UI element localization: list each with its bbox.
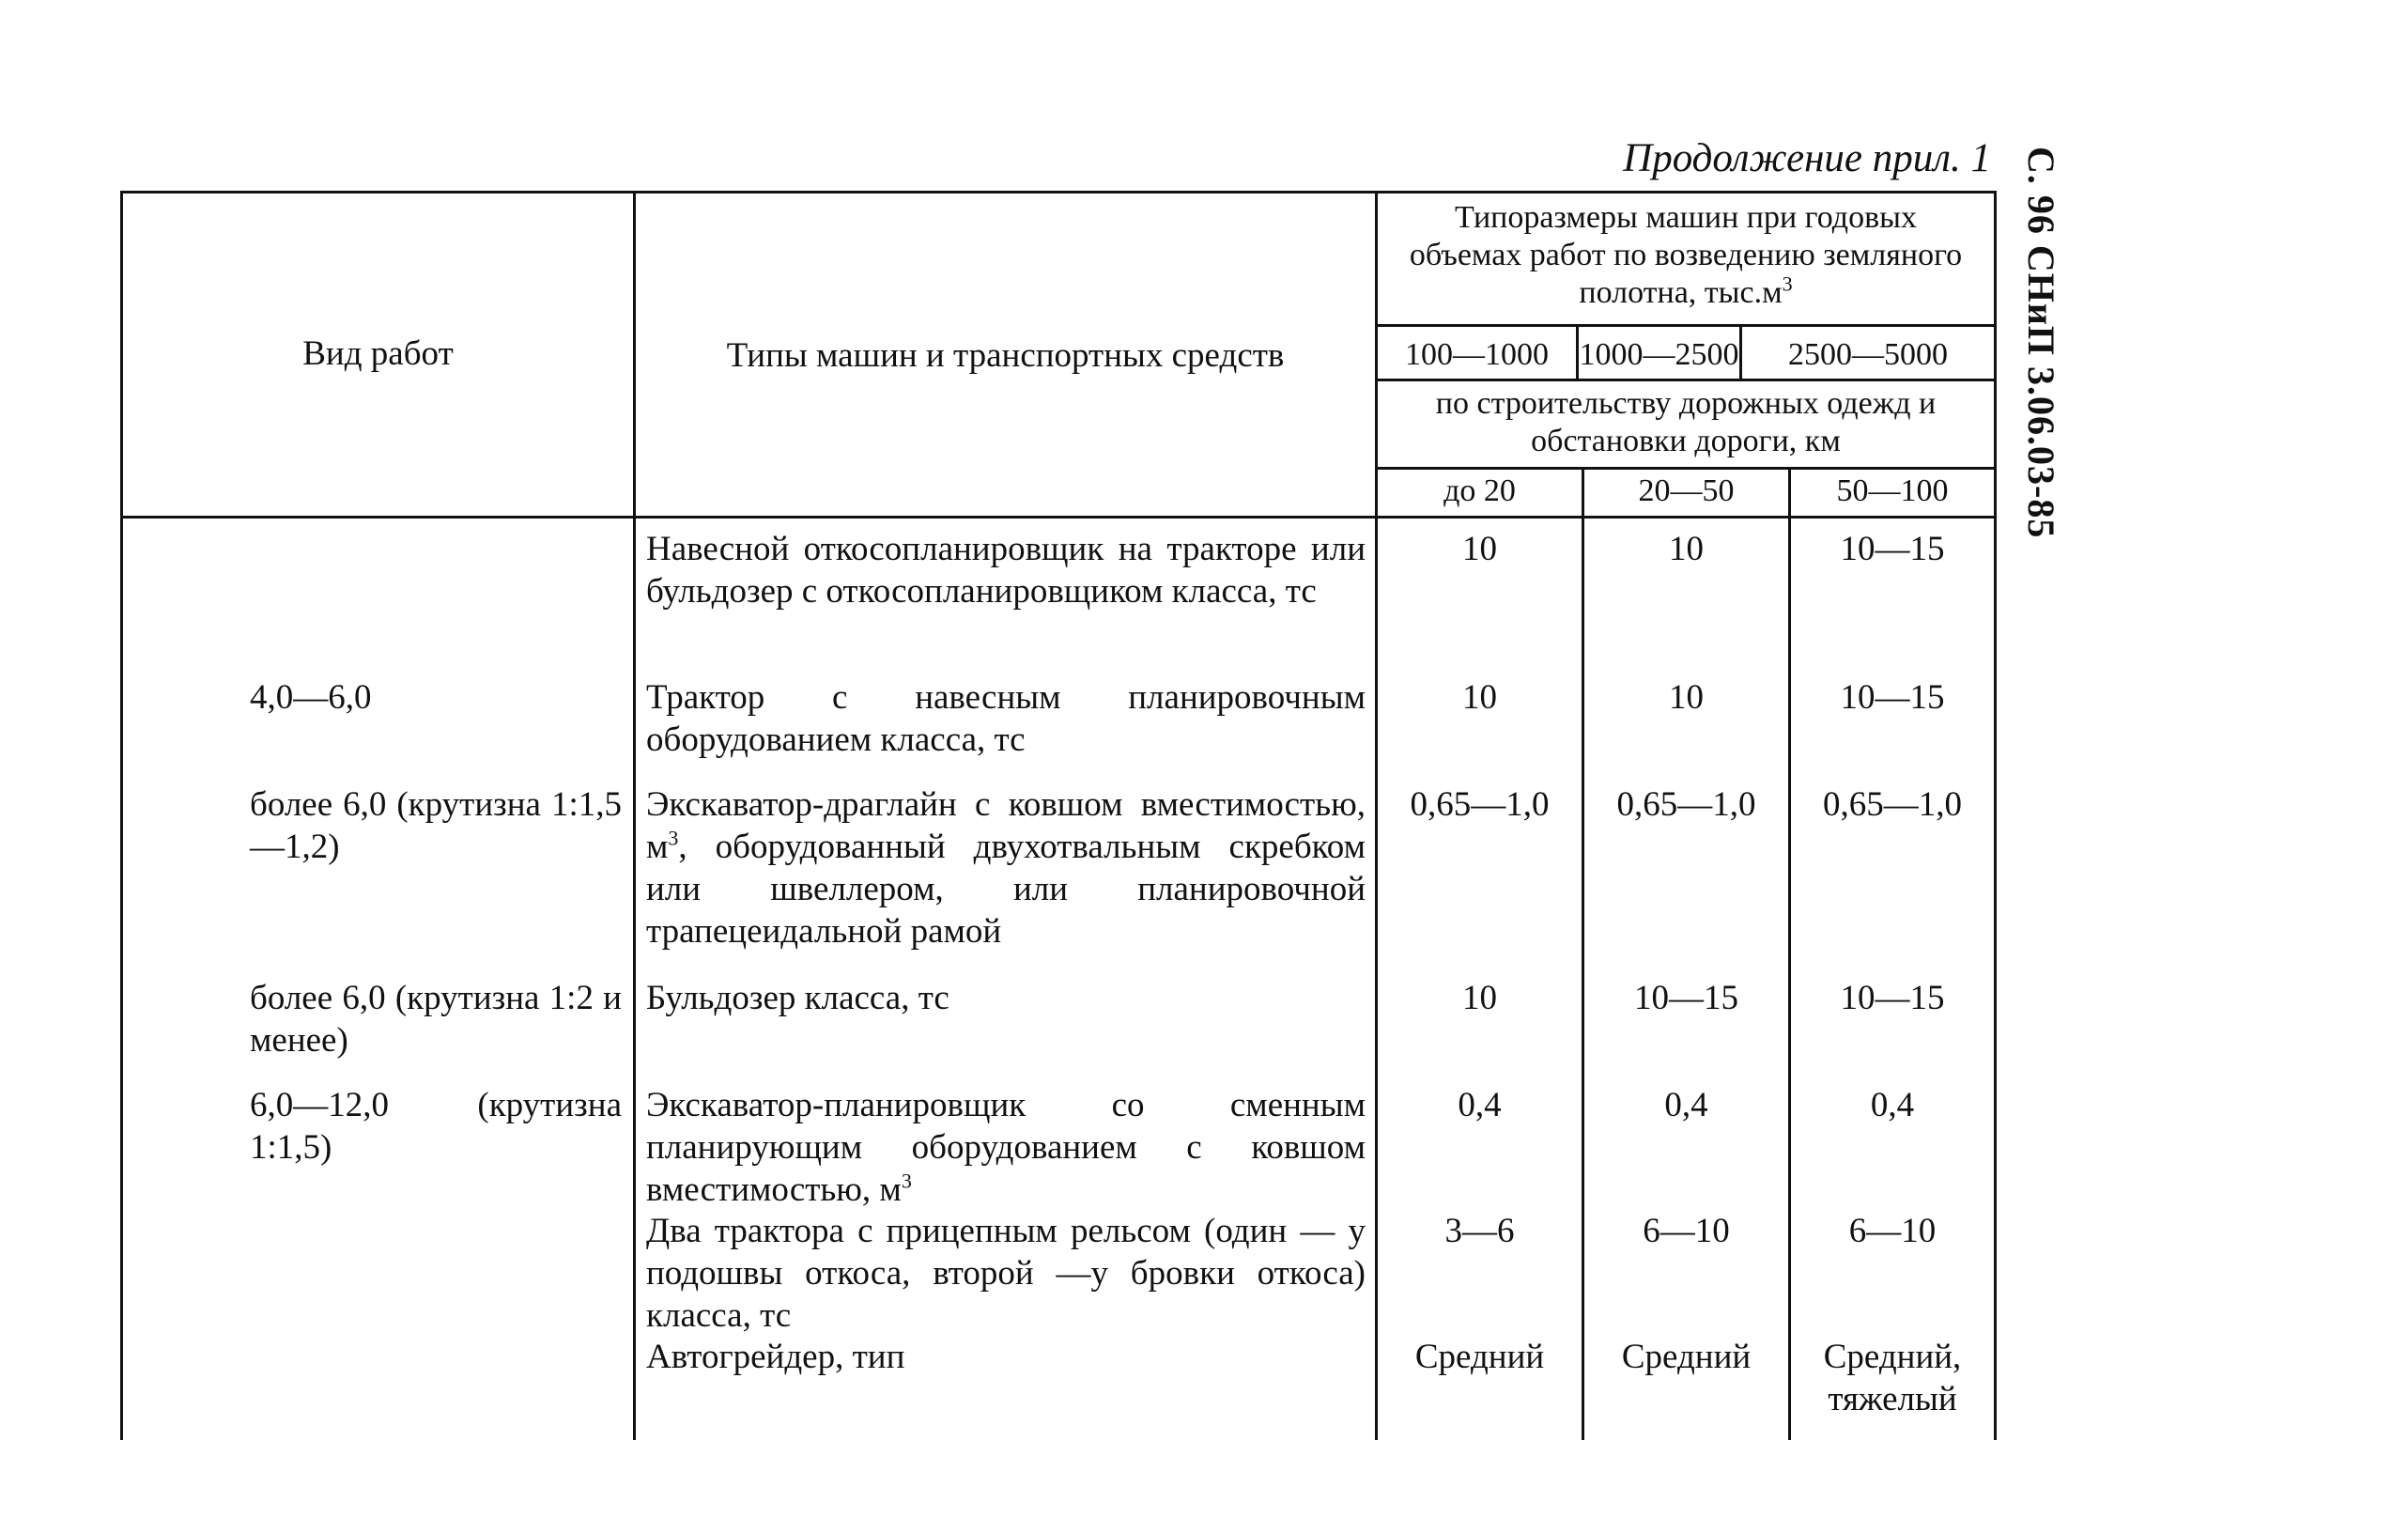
value-cell: 6—10 xyxy=(1848,1212,1937,1250)
header-machine-type: Типы машин и транспортных средств xyxy=(726,336,1285,375)
header-rule-group1 xyxy=(1375,324,1997,327)
column-rule-value-3 xyxy=(1788,467,1791,1440)
value-cell: 0,65—1,0 xyxy=(1823,785,1962,824)
machine-cell: Экскаватор-драглайн с ковшом вместимостью, $м^3$, оборудованный двухотвальным скребком или швеллером, или планировочной трапецеидальной рамой xyxy=(646,785,1366,951)
value-cell: 0,65—1,0 xyxy=(1616,785,1756,824)
value-cell: Средний xyxy=(1414,1338,1545,1376)
header-distance-2: 20—50 xyxy=(1638,473,1735,508)
machine-cell: Бульдозер класса, тс xyxy=(646,979,949,1017)
value-cell: 10 xyxy=(1669,530,1704,568)
header-rule-volumes xyxy=(1375,379,1997,381)
header-distance-group: по строительству дорожных одежд и обстановки дороги, км xyxy=(1435,386,1937,458)
header-annual-volume-group: Типоразмеры машин при годовых объемах работ по возведению земляного полотна, $тыс.м^3$ xyxy=(1409,200,1963,310)
machine-cell: Два трактора с прицепным рельсом (один — у подошвы откоса, второй —у бровки откоса) класса, тс xyxy=(646,1212,1366,1335)
value-cell: 10—15 xyxy=(1840,979,1945,1017)
work-type-cell: более 6,0 (крутизна 1:2 и менее) xyxy=(250,979,622,1060)
table-right-border xyxy=(1994,191,1997,1440)
work-type-cell: более 6,0 (крутизна 1:1,5—1,2) xyxy=(250,785,622,866)
value-cell: 10 xyxy=(1669,678,1704,717)
value-cell: 10—15 xyxy=(1840,530,1945,568)
header-work-type: Вид работ xyxy=(302,334,454,373)
value-cell: 10 xyxy=(1462,530,1497,568)
continuation-caption: Продолжение прил. 1 xyxy=(1623,136,1991,180)
value-cell: 0,4 xyxy=(1664,1086,1708,1124)
document-side-label: С. 96 СНиП 3.06.03-85 xyxy=(2020,147,2062,539)
column-rule-machine xyxy=(633,191,636,1440)
value-cell: 0,65—1,0 xyxy=(1410,785,1550,824)
header-volume-1: 100—1000 xyxy=(1405,337,1549,372)
table-left-border xyxy=(120,191,123,1440)
machine-cell: Автогрейдер, тип xyxy=(646,1338,905,1376)
header-volume-2: 1000—2500 xyxy=(1579,337,1739,372)
machine-cell: Трактор с навесным планировочным оборудованием класса, тс xyxy=(646,678,1366,759)
value-cell: 6—10 xyxy=(1643,1212,1730,1250)
value-cell: 0,4 xyxy=(1458,1086,1502,1124)
machine-cell: Навесной откосопланировщик на тракторе или бульдозер с откосопланировщиком класса, тс xyxy=(646,530,1366,611)
value-cell: 10 xyxy=(1462,979,1497,1017)
value-cell: 10 xyxy=(1462,678,1497,717)
value-cell: 10—15 xyxy=(1840,678,1945,717)
table-top-border xyxy=(120,191,1997,194)
machine-cell: Экскаватор-планировщик со сменным планирующим оборудованием с ковшом вместимостью, $м^3$ xyxy=(646,1086,1366,1209)
value-cell: Средний, тяжелый xyxy=(1823,1338,1962,1418)
value-cell: Средний xyxy=(1621,1338,1752,1376)
work-type-cell: 4,0—6,0 xyxy=(250,678,372,717)
value-cell: 3—6 xyxy=(1444,1212,1515,1250)
work-type-cell: 6,0—12,0 (крутизна 1:1,5) xyxy=(250,1086,622,1167)
header-distance-3: 50—100 xyxy=(1836,473,1949,508)
header-volume-3: 2500—5000 xyxy=(1788,337,1948,372)
header-distance-1: до 20 xyxy=(1443,473,1516,508)
header-bottom-border xyxy=(120,516,1997,519)
column-rule-value-2 xyxy=(1582,467,1584,1440)
value-cell: 0,4 xyxy=(1870,1086,1915,1124)
value-cell: 10—15 xyxy=(1634,979,1738,1017)
header-rule-group2 xyxy=(1375,467,1997,470)
